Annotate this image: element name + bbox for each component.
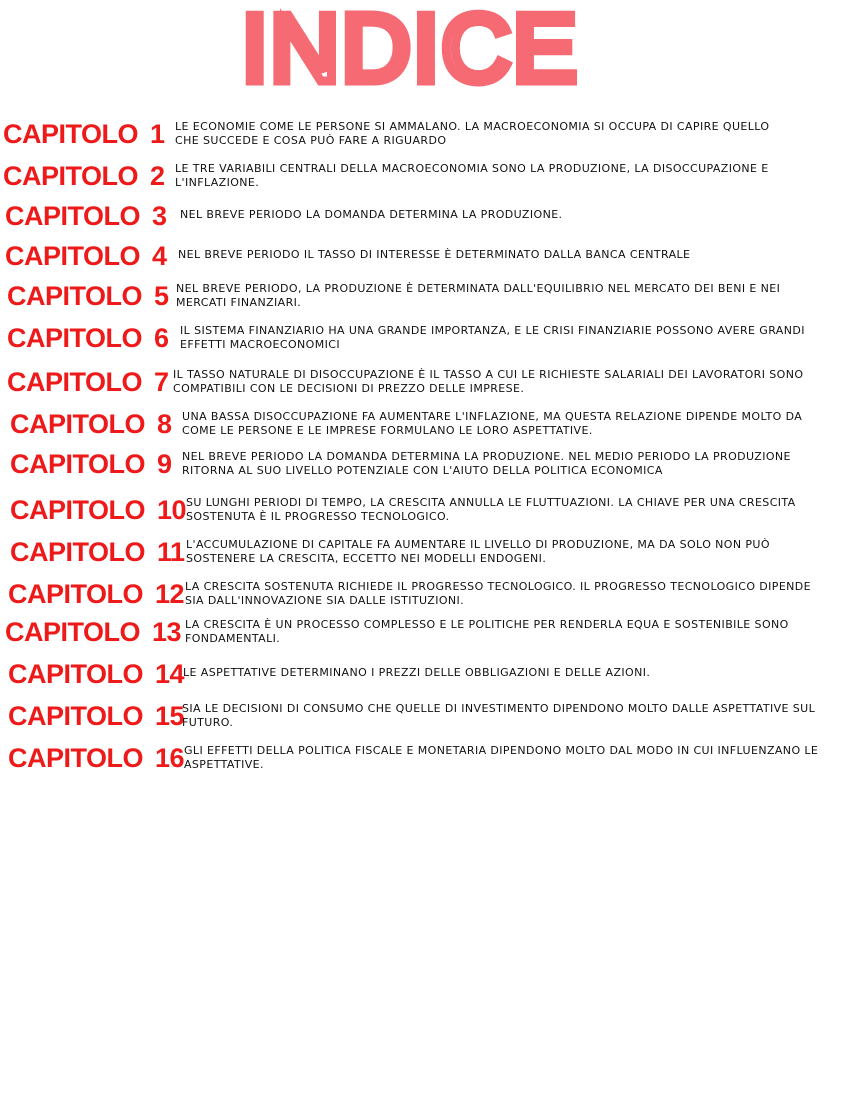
chapter-row [0, 578, 853, 618]
chapter-label-text: CAPITOLO [8, 701, 144, 731]
chapter-number: 12 [155, 579, 185, 609]
chapter-label-text: CAPITOLO [8, 743, 144, 773]
chapter-row [0, 536, 853, 576]
chapter-summary: LA CRESCITA È UN PROCESSO COMPLESSO E LE POLITICHE PER RENDERLA EQUA E SOSTENIBILE SONO FONDAMENTALI. [185, 618, 789, 645]
chapter-label [5, 616, 181, 648]
chapter-label-text: CAPITOLO [5, 617, 141, 647]
chapter-number: 3 [152, 201, 167, 231]
chapter-summary: L'ACCUMULAZIONE DI CAPITALE FA AUMENTARE IL LIVELLO DI PRODUZIONE, MA DA SOLO NON PUÒ SOSTENERE LA CRESCITA, ECCETTO NEI MODELLI ENDOGENI. [186, 538, 770, 565]
chapter-label [7, 322, 169, 354]
chapter-label-text: CAPITOLO [10, 409, 146, 439]
chapter-summary: UNA BASSA DISOCCUPAZIONE FA AUMENTARE L'INFLAZIONE, MA QUESTA RELAZIONE DIPENDE MOLTO DA COME LE PERSONE E LE IMPRESE FORMULANO LE LORO ASPETTATIVE. [182, 410, 803, 437]
chapter-label [8, 578, 184, 610]
chapter-number: 10 [157, 495, 187, 525]
chapter-label-text: CAPITOLO [8, 579, 144, 609]
chapter-label-text: CAPITOLO [10, 495, 146, 525]
chapter-row [0, 280, 853, 320]
chapter-summary: IL TASSO NATURALE DI DISOCCUPAZIONE È IL TASSO A CUI LE RICHIESTE SALARIALI DEI LAVORATORI SONO COMPATIBILI CON LE DECISIONI DI PREZZO DELLE IMPRESE. [173, 368, 804, 395]
chapter-label [7, 280, 169, 312]
chapter-summary: SIA LE DECISIONI DI CONSUMO CHE QUELLE DI INVESTIMENTO DIPENDONO MOLTO DALLE ASPETTATIVE SUL FUTURO. [182, 702, 816, 729]
chapter-label-text: CAPITOLO [7, 367, 143, 397]
chapter-number: 16 [155, 743, 185, 773]
chapter-label-text: CAPITOLO [5, 241, 141, 271]
chapter-label [8, 700, 184, 732]
chapter-row [0, 742, 853, 782]
chapter-label [10, 448, 172, 480]
chapter-number: 1 [150, 119, 165, 149]
chapter-number: 13 [152, 617, 182, 647]
chapter-label-text: CAPITOLO [7, 323, 143, 353]
chapter-label-text: CAPITOLO [10, 449, 146, 479]
chapter-label [7, 366, 169, 398]
chapter-row [0, 448, 853, 488]
chapter-row [0, 494, 853, 534]
chapter-row [0, 616, 853, 656]
chapter-label-text: CAPITOLO [3, 161, 139, 191]
chapter-label [10, 536, 185, 568]
chapter-summary: GLI EFFETTI DELLA POLITICA FISCALE E MONETARIA DIPENDONO MOLTO DAL MODO IN CUI INFLUENZANO LE ASPETTATIVE. [184, 744, 819, 771]
chapter-row [0, 658, 853, 698]
chapter-number: 14 [155, 659, 185, 689]
chapter-summary: NEL BREVE PERIODO IL TASSO DI INTERESSE È DETERMINATO DALLA BANCA CENTRALE [178, 248, 691, 261]
chapter-number: 8 [157, 409, 172, 439]
chapter-number: 5 [154, 281, 169, 311]
chapter-summary: NEL BREVE PERIODO LA DOMANDA DETERMINA LA PRODUZIONE. NEL MEDIO PERIODO LA PRODUZIONE RITORNA AL SUO LIVELLO POTENZIALE CON L'AIUTO DELLA POLITICA ECONOMICA [182, 450, 791, 477]
chapter-row [0, 700, 853, 740]
chapter-row [0, 408, 853, 448]
chapter-row [0, 322, 853, 362]
chapter-summary: NEL BREVE PERIODO, LA PRODUZIONE È DETERMINATA DALL'EQUILIBRIO NEL MERCATO DEI BENI E NEI MERCATI FINANZIARI. [176, 282, 781, 309]
chapter-label-text: CAPITOLO [5, 201, 141, 231]
chapter-number: 15 [155, 701, 185, 731]
chapter-label [8, 742, 184, 774]
chapter-label [8, 658, 184, 690]
chapter-row [0, 200, 853, 240]
chapter-summary: NEL BREVE PERIODO LA DOMANDA DETERMINA LA PRODUZIONE. [180, 208, 563, 221]
chapter-row [0, 160, 853, 200]
chapter-number: 7 [154, 367, 169, 397]
chapter-label [10, 408, 172, 440]
chapter-label-text: CAPITOLO [7, 281, 143, 311]
chapter-summary: SU LUNGHI PERIODI DI TEMPO, LA CRESCITA ANNULLA LE FLUTTUAZIONI. LA CHIAVE PER UNA CRESCITA SOSTENUTA È IL PROGRESSO TECNOLOGICO. [186, 496, 796, 523]
page-title: INDICE [241, 0, 579, 102]
chapter-summary: LE ECONOMIE COME LE PERSONE SI AMMALANO. LA MACROECONOMIA SI OCCUPA DI CAPIRE QUELLO CHE SUCCEDE E COSA PUÒ FARE A RIGUARDO [175, 120, 770, 147]
chapter-label [3, 118, 165, 150]
chapter-number: 4 [152, 241, 167, 271]
chapter-row [0, 118, 853, 158]
chapter-number: 11 [157, 537, 185, 567]
chapter-label-text: CAPITOLO [3, 119, 139, 149]
chapter-summary: LA CRESCITA SOSTENUTA RICHIEDE IL PROGRESSO TECNOLOGICO. IL PROGRESSO TECNOLOGICO DIPENDE SIA DALL'INNOVAZIONE SIA DALLE ISTITUZIONI. [185, 580, 812, 607]
chapter-row [0, 240, 853, 280]
chapter-row [0, 366, 853, 406]
chapter-number: 2 [150, 161, 165, 191]
chapter-summary: IL SISTEMA FINANZIARIO HA UNA GRANDE IMPORTANZA, E LE CRISI FINANZIARIE POSSONO AVERE GRANDI EFFETTI MACROECONOMICI [180, 324, 805, 351]
chapter-number: 6 [154, 323, 169, 353]
chapter-label-text: CAPITOLO [8, 659, 144, 689]
chapter-label-text: CAPITOLO [10, 537, 146, 567]
chapter-label [3, 160, 165, 192]
chapter-label [5, 240, 167, 272]
chapter-label [10, 494, 186, 526]
chapter-number: 9 [157, 449, 172, 479]
chapter-summary: LE ASPETTATIVE DETERMINANO I PREZZI DELLE OBBLIGAZIONI E DELLE AZIONI. [183, 666, 651, 679]
chapter-summary: LE TRE VARIABILI CENTRALI DELLA MACROECONOMIA SONO LA PRODUZIONE, LA DISOCCUPAZIONE E L'INFLAZIONE. [175, 162, 769, 189]
chapter-label [5, 200, 167, 232]
